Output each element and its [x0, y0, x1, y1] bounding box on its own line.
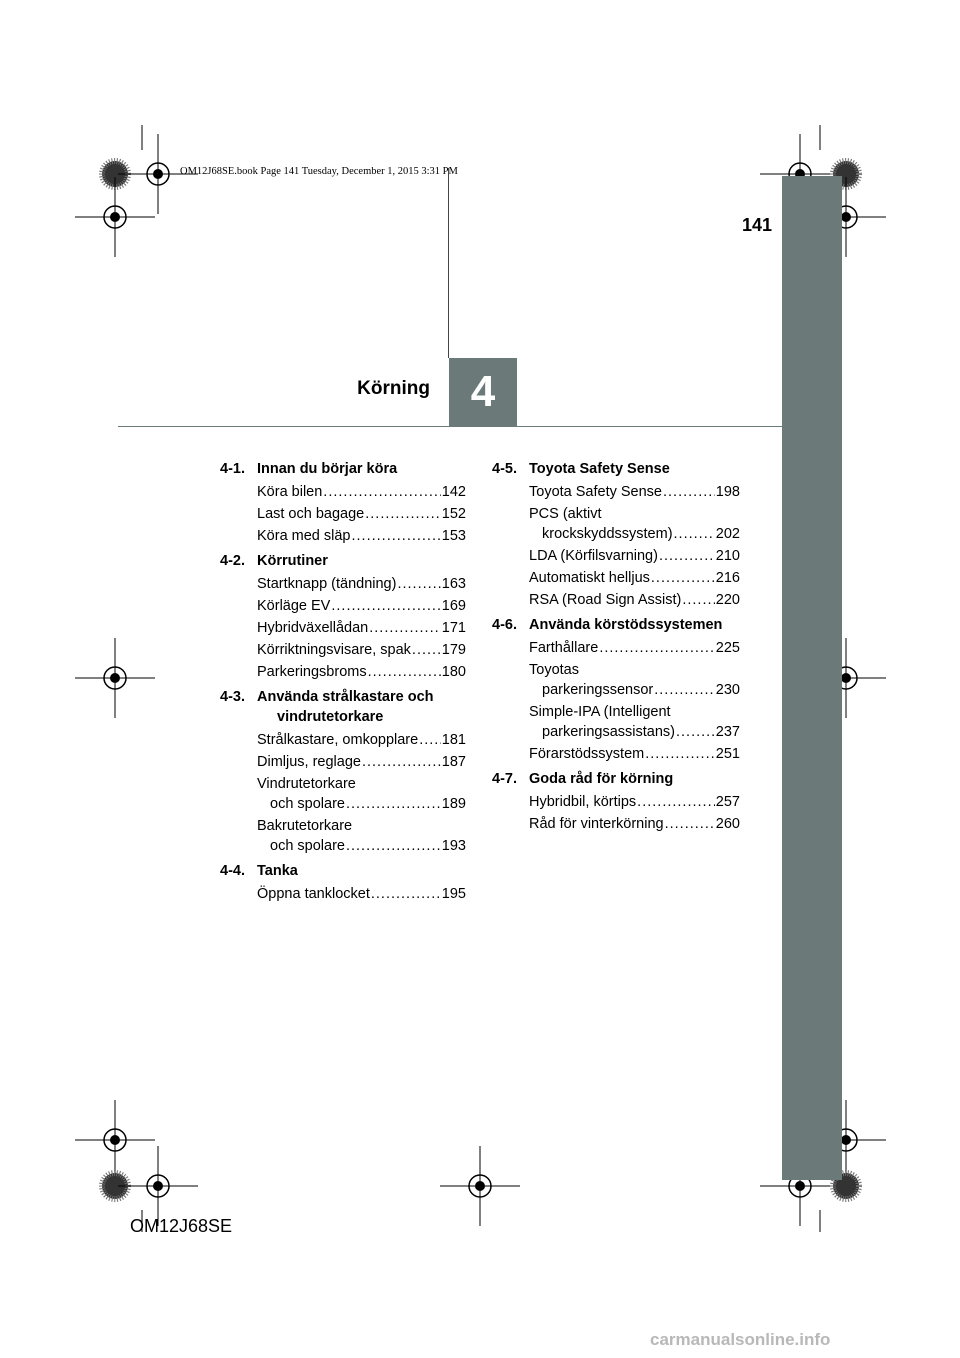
entry-label: Köra bilen: [257, 484, 323, 500]
toc-entry[interactable]: [529, 744, 740, 764]
entry-label: Farthållare: [529, 640, 599, 656]
dot-leader: [665, 814, 715, 834]
toc-section-heading[interactable]: [220, 459, 466, 479]
toc-entry[interactable]: [529, 660, 740, 700]
dot-leader: [674, 524, 715, 544]
toc-right-column: [492, 459, 740, 839]
dot-leader: [397, 574, 440, 594]
toc-entry[interactable]: [257, 596, 466, 616]
entry-label: Startknapp (tändning): [257, 576, 397, 592]
toc-section: [220, 551, 466, 682]
toc-entry[interactable]: [257, 526, 466, 546]
entry-page-number: 193: [441, 838, 466, 854]
toc-entry[interactable]: [257, 662, 466, 682]
toc-section: [220, 861, 466, 904]
entry-page-number: 163: [441, 576, 466, 592]
entry-page-number: 220: [715, 592, 740, 608]
toc-left-column: [220, 459, 466, 909]
section-number: 4-5.: [492, 461, 517, 477]
toc-entry[interactable]: [257, 730, 466, 750]
toc-section: [492, 769, 740, 834]
dot-leader: [346, 836, 441, 856]
entry-page-number: 257: [715, 794, 740, 810]
entry-page-number: 198: [715, 484, 740, 500]
toc-section: [220, 459, 466, 546]
toc-entry[interactable]: [529, 638, 740, 658]
toc-entry[interactable]: [529, 504, 740, 544]
toc-section-heading[interactable]: [220, 551, 466, 571]
entry-label: Toyotas: [529, 662, 579, 678]
dot-leader: [352, 526, 441, 546]
entry-label: Köra med släp: [257, 528, 351, 544]
header-vertical-rule: [448, 168, 449, 358]
entry-label: Körriktningsvisare, spak: [257, 642, 411, 658]
entry-label: Strålkastare, omkopplare: [257, 732, 419, 748]
section-number: 4-4.: [220, 863, 245, 879]
entry-page-number: 225: [715, 640, 740, 656]
entry-page-number: 142: [441, 484, 466, 500]
entry-page-number: 181: [441, 732, 466, 748]
section-title: Körrutiner: [257, 553, 328, 569]
toc-entry[interactable]: [257, 482, 466, 502]
toc-entry[interactable]: [257, 504, 466, 524]
footer-manual-code: OM12J68SE: [130, 1216, 233, 1236]
dot-leader: [645, 744, 715, 764]
entry-page-number: 202: [715, 526, 740, 542]
toc-section: [492, 615, 740, 764]
entry-label: Hybridbil, körtips: [529, 794, 637, 810]
section-title: Använda strålkastare och vindrutetorkare: [257, 689, 434, 725]
dot-leader: [663, 482, 715, 502]
section-title: Goda råd för körning: [529, 771, 674, 787]
toc-entry[interactable]: [529, 590, 740, 610]
section-number: 4-6.: [492, 617, 517, 633]
dot-leader: [599, 638, 714, 658]
entry-label: Simple-IPA (Intelligent: [529, 704, 671, 720]
dot-leader: [369, 618, 441, 638]
toc-section: [220, 687, 466, 856]
section-title: Toyota Safety Sense: [529, 461, 670, 477]
dot-leader: [412, 640, 441, 660]
entry-label: RSA (Road Sign Assist): [529, 592, 682, 608]
toc-entry[interactable]: [257, 884, 466, 904]
entry-label: Öppna tanklocket: [257, 886, 370, 902]
section-title: Innan du börjar köra: [257, 461, 398, 477]
dot-leader: [323, 482, 441, 502]
entry-label: Råd för vinterkörning: [529, 816, 664, 832]
dot-leader: [419, 730, 441, 750]
entry-label: parkeringssensor: [542, 682, 654, 698]
entry-label: och spolare: [270, 838, 345, 854]
toc-entry[interactable]: [257, 640, 466, 660]
dot-leader: [637, 792, 715, 812]
section-number: 4-3.: [220, 689, 245, 705]
entry-label: krockskyddssystem): [542, 526, 673, 542]
entry-page-number: 169: [441, 598, 466, 614]
chapter-number-box: 4: [449, 358, 517, 426]
dot-leader: [368, 662, 441, 682]
toc-entry[interactable]: [257, 574, 466, 594]
toc-entry[interactable]: [529, 792, 740, 812]
entry-page-number: 195: [441, 886, 466, 902]
entry-label: Toyota Safety Sense: [529, 484, 662, 500]
section-number: 4-2.: [220, 553, 245, 569]
dot-leader: [682, 590, 714, 610]
toc-section-heading[interactable]: [492, 459, 740, 479]
toc-section-heading[interactable]: [492, 615, 740, 635]
dot-leader: [362, 752, 441, 772]
entry-page-number: 216: [715, 570, 740, 586]
toc-entry[interactable]: [529, 546, 740, 566]
entry-label: Bakrutetorkare: [257, 818, 353, 834]
dot-leader: [676, 722, 715, 742]
toc-entry[interactable]: [529, 482, 740, 502]
toc-entry[interactable]: [529, 702, 740, 742]
entry-page-number: 251: [715, 746, 740, 762]
chapter-sidebar-tab: [782, 176, 842, 1180]
entry-label: och spolare: [270, 796, 345, 812]
toc-entry[interactable]: [257, 618, 466, 638]
dot-leader: [331, 596, 440, 616]
section-number: 4-7.: [492, 771, 517, 787]
dot-leader: [659, 546, 715, 566]
toc-entry[interactable]: [257, 752, 466, 772]
entry-label: Parkeringsbroms: [257, 664, 367, 680]
section-number: 4-1.: [220, 461, 245, 477]
entry-page-number: 152: [441, 506, 466, 522]
entry-label: Körläge EV: [257, 598, 331, 614]
toc-section-heading[interactable]: [220, 861, 466, 881]
dot-leader: [651, 568, 715, 588]
entry-label: Förarstödssystem: [529, 746, 645, 762]
toc-entry[interactable]: [257, 816, 466, 856]
entry-page-number: 179: [441, 642, 466, 658]
entry-label: Hybridväxellådan: [257, 620, 369, 636]
entry-label: Last och bagage: [257, 506, 365, 522]
section-title: Använda körstödssystemen: [529, 617, 723, 633]
entry-page-number: 189: [441, 796, 466, 812]
entry-page-number: 260: [715, 816, 740, 832]
dot-leader: [365, 504, 441, 524]
toc-section-heading[interactable]: [220, 687, 466, 727]
entry-page-number: 153: [441, 528, 466, 544]
entry-label: LDA (Körfilsvarning): [529, 548, 658, 564]
dot-leader: [346, 794, 441, 814]
entry-page-number: 210: [715, 548, 740, 564]
toc-entry[interactable]: [529, 568, 740, 588]
watermark: carmanualsonline.info: [650, 1330, 831, 1349]
entry-page-number: 180: [441, 664, 466, 680]
dot-leader: [654, 680, 715, 700]
entry-page-number: 237: [715, 724, 740, 740]
entry-label: Automatiskt helljus: [529, 570, 650, 586]
chapter-title: Körning: [357, 378, 430, 399]
entry-label: parkeringsassistans): [542, 724, 675, 740]
toc-section-heading[interactable]: [492, 769, 740, 789]
page-number: 141: [741, 215, 772, 235]
section-title: Tanka: [257, 863, 298, 879]
entry-page-number: 171: [441, 620, 466, 636]
dot-leader: [371, 884, 441, 904]
toc-section: [492, 459, 740, 610]
entry-label: Dimljus, reglage: [257, 754, 361, 770]
entry-page-number: 230: [715, 682, 740, 698]
entry-label: Vindrutetorkare: [257, 776, 356, 792]
entry-page-number: 187: [441, 754, 466, 770]
book-header-note: OM12J68SE.book Page 141 Tuesday, December 1, 2015 3:31 PM: [180, 166, 458, 177]
toc-entry[interactable]: [257, 774, 466, 814]
entry-label: PCS (aktivt: [529, 506, 602, 522]
toc-entry[interactable]: [529, 814, 740, 834]
chapter-horizontal-rule: [118, 426, 782, 427]
